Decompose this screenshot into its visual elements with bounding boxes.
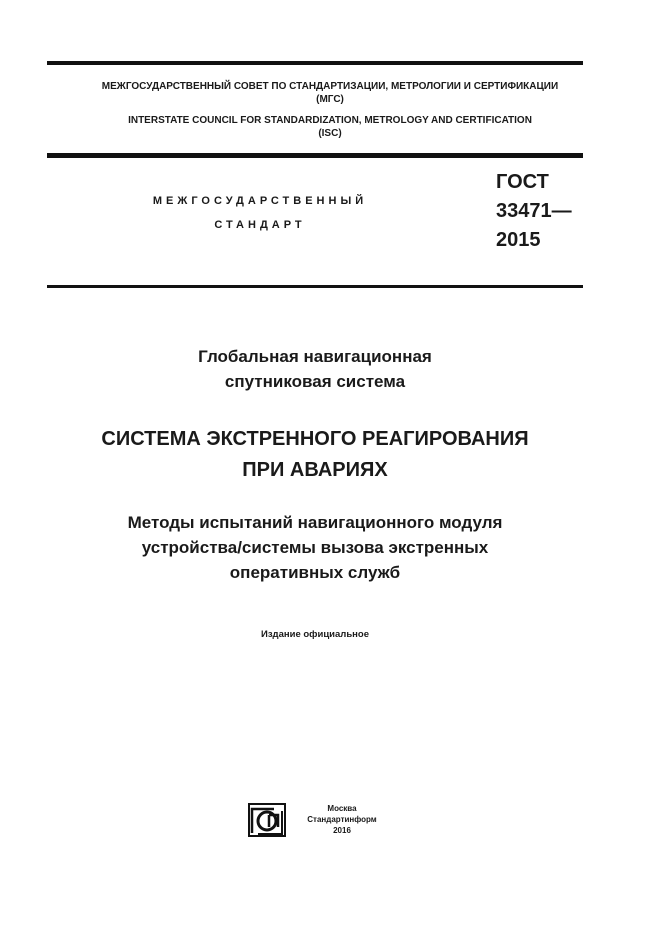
gost-designation (496, 168, 572, 255)
standartinform-logo-icon (248, 803, 286, 837)
publisher-text (292, 803, 392, 836)
standard-type (120, 189, 400, 237)
subtitle-line2: спутниковая система (224, 372, 406, 391)
document-part-title (47, 510, 583, 585)
council-ru-line1: МЕЖГОСУДАРСТВЕННЫЙ СОВЕТ ПО СТАНДАРТИЗАЦИИ, МЕТРОЛОГИИ И СЕРТИФИКАЦИИ (101, 81, 559, 92)
document-title (47, 424, 583, 486)
subtitle-line1: Глобальная навигационная (198, 347, 432, 366)
standard-type-line1: МЕЖГОСУДАРСТВЕННЫЙ (152, 195, 368, 207)
publisher-name: Стандартинформ (307, 815, 377, 824)
gost-label: ГОСТ (496, 171, 549, 193)
title-line2: ПРИ АВАРИЯХ (242, 459, 388, 481)
standard-type-line2: СТАНДАРТ (214, 219, 306, 231)
publisher-city: Москва (327, 804, 357, 813)
part-title-line1: Методы испытаний навигационного модуля (127, 513, 503, 532)
council-name-ru (47, 80, 613, 106)
gost-number: 33471— (496, 200, 572, 222)
top-rule (47, 61, 583, 65)
publisher-year: 2016 (333, 826, 351, 835)
council-en-line2: (ISC) (318, 128, 342, 139)
council-ru-line2: (МГС) (316, 94, 344, 105)
edition-note: Издание официальное (261, 629, 369, 640)
part-title-line3: оперативных служб (229, 563, 401, 582)
council-name-en (47, 114, 613, 140)
header-rule (47, 153, 583, 158)
document-subtitle (47, 344, 583, 394)
council-en-line1: INTERSTATE COUNCIL FOR STANDARDIZATION, METROLOGY AND CERTIFICATION (128, 115, 532, 126)
section-rule (47, 285, 583, 288)
part-title-line2: устройства/системы вызова экстренных (141, 538, 489, 557)
title-line1: СИСТЕМА ЭКСТРЕННОГО РЕАГИРОВАНИЯ (101, 428, 529, 450)
publisher-block (248, 803, 408, 843)
gost-year: 2015 (496, 229, 541, 251)
